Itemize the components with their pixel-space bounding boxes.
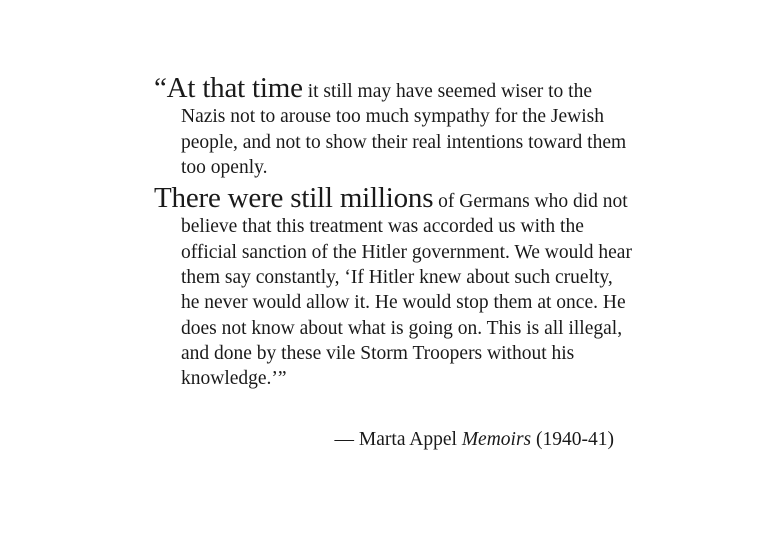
paragraph-1-body: it still may have seemed wiser to the Nazis not to arouse too much sympathy for the Jewish people, and not to show their real intentions toward them too openly.	[181, 81, 627, 178]
attribution-work-title: Memoirs	[461, 429, 532, 450]
quote-paragraph-1	[154, 72, 634, 180]
attribution	[335, 427, 614, 453]
attribution-years: (1940-41)	[536, 429, 614, 450]
paragraph-2-body: of Germans who did not believe that this treatment was accorded us with the official sanction of the Hitler government. We would hear them say constantly, ‘If Hitler knew about such cruelty, he never would allow it. He would stop them at once. He does not know about what is going on. This is all illegal, and done by these vile Storm Troopers without his knowledge.’”	[181, 191, 632, 390]
paragraph-1-lead: “At that time	[154, 72, 303, 104]
quote-block	[154, 72, 634, 392]
paragraph-2-lead: There were still millions	[154, 182, 434, 215]
attribution-author: — Marta Appel	[334, 429, 457, 450]
quote-paragraph-2	[154, 182, 634, 391]
